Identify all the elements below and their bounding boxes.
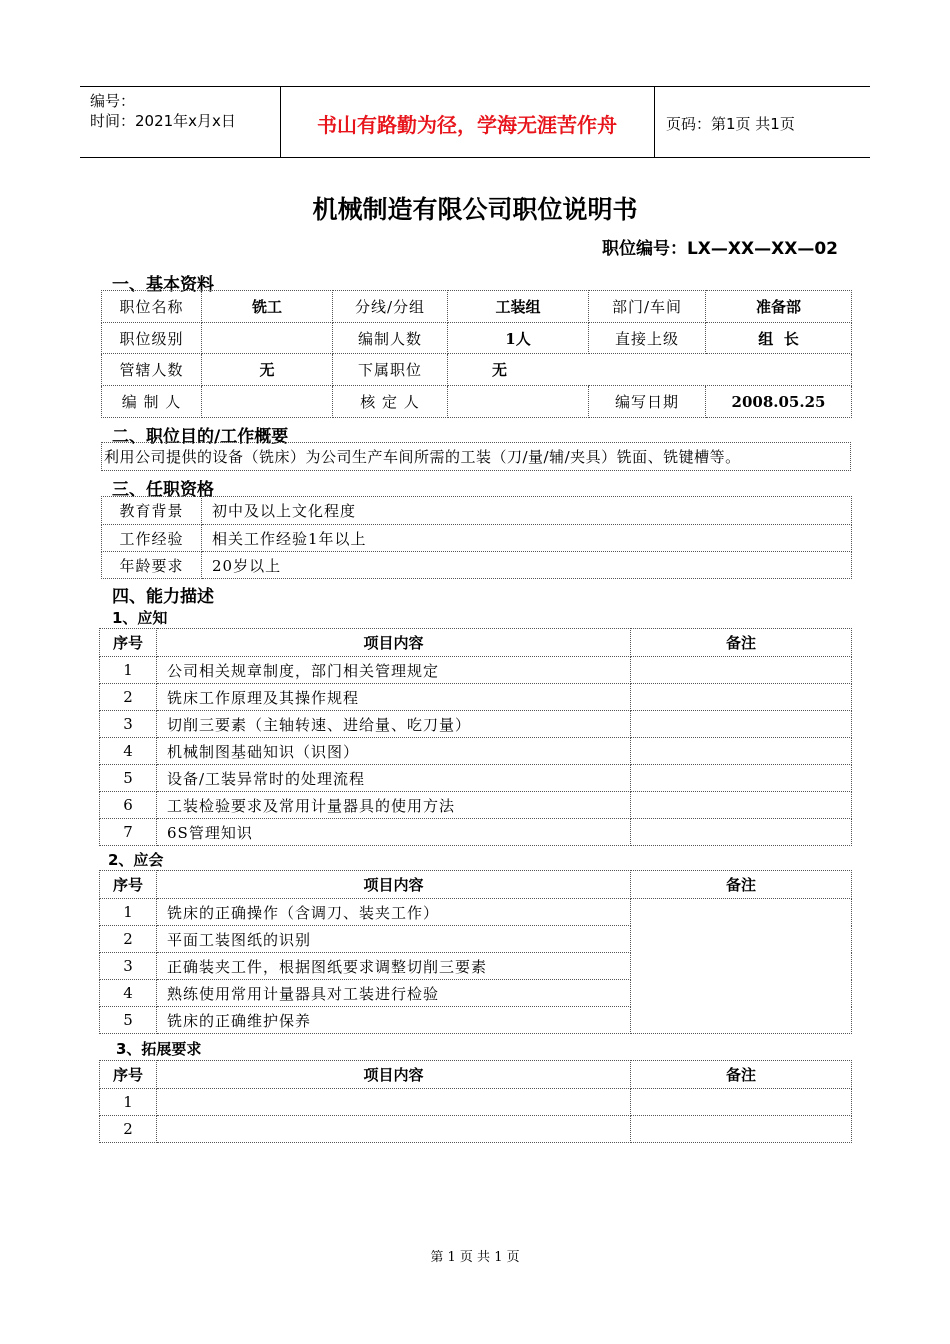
row-note	[631, 953, 852, 980]
row-number: 1	[100, 1089, 157, 1116]
row-content: 铣床的正确操作（含调刀、装夹工作）	[157, 899, 631, 926]
table-header-row	[100, 871, 852, 899]
table-row	[102, 291, 852, 323]
row-number: 5	[100, 1007, 157, 1034]
row-note	[631, 765, 852, 792]
row-content: 公司相关规章制度，部门相关管理规定	[157, 657, 631, 684]
table-cell: 职位级别	[102, 323, 202, 354]
table-cell: 相关工作经验1年以上	[202, 525, 852, 552]
purpose-text: 利用公司提供的设备（铣床）为公司生产车间所需的工装（刀/量/辅/夹具）铣面、铣键槽等。	[102, 443, 851, 471]
able-table	[99, 870, 852, 1034]
table-row	[102, 386, 852, 418]
column-header: 项目内容	[157, 871, 631, 899]
table-row	[100, 980, 852, 1007]
row-number: 2	[100, 684, 157, 711]
row-content: 铣床的正确维护保养	[157, 1007, 631, 1034]
table-row	[100, 1116, 852, 1143]
table-cell: 20岁以上	[202, 552, 852, 579]
column-header: 备注	[631, 871, 852, 899]
document-header	[80, 86, 870, 158]
column-header: 序号	[100, 1061, 157, 1089]
table-cell: 编 制 人	[102, 386, 202, 418]
header-number: 编号：	[90, 92, 136, 110]
row-content: 熟练使用常用计量器具对工装进行检验	[157, 980, 631, 1007]
row-content: 机械制图基础知识（识图）	[157, 738, 631, 765]
table-cell: 无	[448, 354, 852, 386]
table-row	[102, 354, 852, 386]
table-cell: 组 长	[706, 323, 852, 354]
row-note	[631, 1116, 852, 1143]
row-content: 正确装夹工件，根据图纸要求调整切削三要素	[157, 953, 631, 980]
section-purpose-heading: 二、职位目的/工作概要	[112, 427, 289, 447]
row-note	[631, 980, 852, 1007]
table-row	[100, 738, 852, 765]
table-cell: 编写日期	[589, 386, 706, 418]
header-divider	[654, 87, 655, 157]
table-row	[100, 711, 852, 738]
table-row	[100, 657, 852, 684]
table-cell	[202, 323, 333, 354]
subsection-extend-heading: 3、拓展要求	[116, 1040, 202, 1058]
row-number: 4	[100, 738, 157, 765]
table-cell: 直接上级	[589, 323, 706, 354]
table-cell: 准备部	[706, 291, 852, 323]
column-header: 项目内容	[157, 1061, 631, 1089]
row-note	[631, 684, 852, 711]
table-row	[102, 323, 852, 354]
table-row	[100, 899, 852, 926]
row-note	[631, 792, 852, 819]
row-number: 5	[100, 765, 157, 792]
table-cell: 工装组	[448, 291, 589, 323]
header-motto: 书山有路勤为径，学海无涯苦作舟	[317, 113, 617, 137]
row-content: 切削三要素（主轴转速、进给量、吃刀量）	[157, 711, 631, 738]
table-cell: 初中及以上文化程度	[202, 497, 852, 525]
row-note	[631, 926, 852, 953]
subsection-able-heading: 2、应会	[108, 851, 164, 869]
row-content	[157, 1116, 631, 1143]
table-cell: 部门/车间	[589, 291, 706, 323]
table-cell: 1人	[448, 323, 589, 354]
row-number: 3	[100, 711, 157, 738]
column-header: 序号	[100, 871, 157, 899]
table-row	[100, 684, 852, 711]
table-row	[100, 792, 852, 819]
table-row	[100, 765, 852, 792]
qualifications-table	[101, 496, 852, 579]
document-title: 机械制造有限公司职位说明书	[312, 195, 638, 224]
table-cell: 教育背景	[102, 497, 202, 525]
table-cell: 下属职位	[333, 354, 448, 386]
table-cell: 职位名称	[102, 291, 202, 323]
row-content	[157, 1089, 631, 1116]
basic-info-table	[101, 290, 852, 418]
page-footer: 第 1 页 共 1 页	[430, 1250, 520, 1265]
table-row	[102, 497, 852, 525]
table-row	[100, 953, 852, 980]
table-cell	[202, 386, 333, 418]
row-note	[631, 657, 852, 684]
table-cell: 管辖人数	[102, 354, 202, 386]
row-number: 1	[100, 899, 157, 926]
position-number: 职位编号：LX—XX—XX—02	[601, 239, 838, 259]
section-qualifications-heading: 三、任职资格	[112, 480, 214, 500]
subsection-know-heading: 1、应知	[112, 609, 168, 627]
table-row	[100, 1089, 852, 1116]
column-header: 项目内容	[157, 629, 631, 657]
header-page-info: 页码：第1页 共1页	[666, 115, 795, 133]
row-number: 2	[100, 1116, 157, 1143]
table-row	[100, 1007, 852, 1034]
row-content: 平面工装图纸的识别	[157, 926, 631, 953]
table-header-row	[100, 629, 852, 657]
column-header: 备注	[631, 629, 852, 657]
row-note	[631, 1089, 852, 1116]
row-note	[631, 711, 852, 738]
table-cell: 无	[202, 354, 333, 386]
section-abilities-heading: 四、能力描述	[112, 587, 214, 607]
column-header: 序号	[100, 629, 157, 657]
table-row	[102, 552, 852, 579]
know-table	[99, 628, 852, 846]
purpose-table	[101, 442, 851, 471]
row-number: 7	[100, 819, 157, 846]
row-number: 3	[100, 953, 157, 980]
column-header: 备注	[631, 1061, 852, 1089]
table-cell: 编制人数	[333, 323, 448, 354]
table-cell	[448, 386, 589, 418]
table-cell: 分线/分组	[333, 291, 448, 323]
table-row	[102, 443, 851, 471]
row-number: 4	[100, 980, 157, 1007]
table-header-row	[100, 1061, 852, 1089]
row-note	[631, 738, 852, 765]
header-time: 时间：2021年x月x日	[90, 112, 236, 130]
extend-table	[99, 1060, 852, 1143]
table-row	[100, 819, 852, 846]
row-number: 6	[100, 792, 157, 819]
table-cell: 工作经验	[102, 525, 202, 552]
row-note	[631, 1007, 852, 1034]
table-cell: 铣工	[202, 291, 333, 323]
table-cell: 年龄要求	[102, 552, 202, 579]
row-content: 工装检验要求及常用计量器具的使用方法	[157, 792, 631, 819]
table-row	[100, 926, 852, 953]
table-row	[102, 525, 852, 552]
row-number: 2	[100, 926, 157, 953]
table-cell: 2008.05.25	[706, 386, 852, 418]
row-content: 设备/工装异常时的处理流程	[157, 765, 631, 792]
row-number: 1	[100, 657, 157, 684]
section-basic-info-heading: 一、基本资料	[112, 275, 214, 295]
row-note	[631, 899, 852, 926]
row-content: 铣床工作原理及其操作规程	[157, 684, 631, 711]
row-content: 6S管理知识	[157, 819, 631, 846]
row-note	[631, 819, 852, 846]
table-cell: 核 定 人	[333, 386, 448, 418]
header-meta	[90, 91, 236, 131]
